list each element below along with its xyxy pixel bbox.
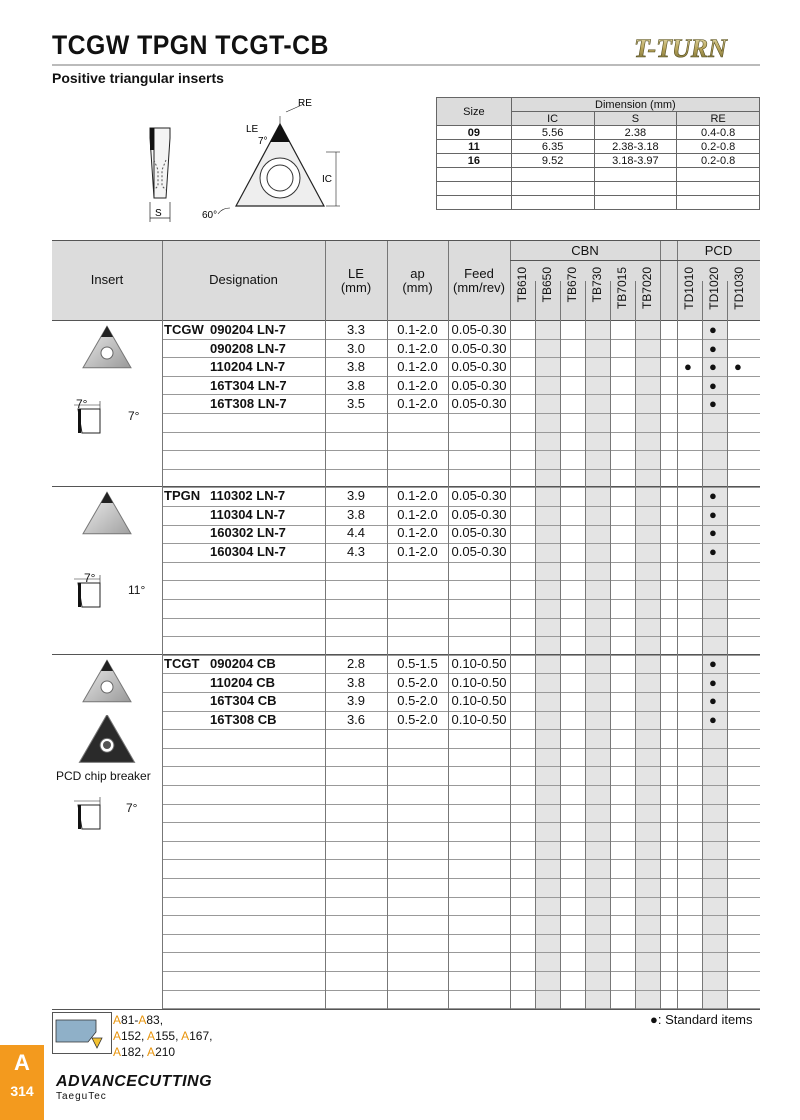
dim-row	[437, 154, 760, 168]
row-divider	[162, 469, 760, 470]
grade-group-line	[510, 260, 760, 261]
row-divider	[162, 562, 760, 563]
dim-re: 0.2-0.8	[677, 140, 760, 154]
header-grade-tb7015: TB7015	[615, 267, 629, 310]
series-tcgt: TCGT	[164, 656, 200, 671]
page-number: 314	[10, 1083, 34, 1099]
ap-value: 0.1-2.0	[397, 507, 438, 522]
column-line	[387, 241, 388, 1009]
reference-pages	[113, 1012, 212, 1060]
feed-value: 0.05-0.30	[451, 488, 507, 503]
grade-column-stripe	[635, 320, 660, 1009]
row-divider	[162, 841, 760, 842]
column-line	[510, 241, 511, 1009]
row-divider	[162, 822, 760, 823]
reference-prefix: A	[147, 1045, 156, 1059]
advance-cutting-logo: ADVANCECUTTING	[56, 1073, 213, 1090]
insert-photo-tcgw	[77, 325, 137, 373]
header-feed: Feed (mm/rev)	[453, 266, 505, 295]
dim-size: 16	[437, 154, 512, 168]
reference-prefix: A	[138, 1013, 147, 1027]
dim-s-label: S	[155, 208, 162, 219]
reference-prefix: A	[147, 1029, 156, 1043]
designation: 090208 LN-7	[210, 341, 286, 356]
clearance-angle-label: 11°	[128, 583, 146, 597]
relief-angle-sketch-tcgt	[70, 791, 160, 835]
reference-page[interactable]: 167,	[189, 1029, 213, 1043]
page-title: TCGW TPGN TCGT-CB	[52, 30, 329, 60]
designation: 160304 LN-7	[210, 544, 286, 559]
reference-prefix: A	[113, 1045, 122, 1059]
feed-value: 0.05-0.30	[451, 341, 507, 356]
relief-angle-label: 7°	[84, 571, 96, 585]
clearance-angle-label: 7°	[126, 801, 138, 815]
title-rule	[52, 64, 760, 66]
row-divider	[162, 785, 760, 786]
dim-60-label: 60°	[202, 210, 218, 221]
grade-column-line	[635, 281, 636, 1009]
designation: 110204 LN-7	[210, 359, 286, 374]
insert-side-view-diagram	[140, 120, 190, 230]
row-divider	[162, 618, 760, 619]
dim-col-re: RE	[677, 112, 760, 126]
designation: 110302 LN-7	[210, 488, 286, 503]
le-value: 3.3	[346, 322, 366, 337]
header-insert: Insert	[90, 272, 124, 287]
insert-photo-tcgt	[77, 659, 137, 707]
standard-item-dot: ●	[709, 525, 717, 540]
le-value: 3.8	[346, 378, 366, 393]
dimension-table	[436, 97, 760, 210]
row-divider	[162, 915, 760, 916]
row-divider	[162, 971, 760, 972]
row-divider	[162, 450, 760, 451]
header-grade-td1010: TD1010	[682, 267, 696, 310]
feed-value: 0.05-0.30	[451, 525, 507, 540]
le-value: 3.8	[346, 507, 366, 522]
dim-row-empty	[437, 196, 760, 210]
feed-value: 0.10-0.50	[451, 712, 507, 727]
standard-item-dot: ●	[709, 656, 717, 671]
designation: 16T304 CB	[210, 693, 277, 708]
grade-column-line	[535, 281, 536, 1009]
dim-size: 11	[437, 140, 512, 154]
row-divider	[162, 413, 760, 414]
holder-reference-icon	[52, 1012, 112, 1054]
standard-items-legend: ●: Standard items	[650, 1012, 753, 1027]
reference-page[interactable]: 152,	[121, 1029, 148, 1043]
dim-s: 2.38-3.18	[594, 140, 677, 154]
row-divider	[162, 729, 760, 730]
section-divider	[52, 654, 760, 655]
header-grade-tb610: TB610	[515, 267, 529, 303]
row-divider	[162, 394, 760, 395]
row-divider	[162, 859, 760, 860]
le-value: 2.8	[346, 656, 366, 671]
le-value: 3.5	[346, 396, 366, 411]
standard-item-dot: ●	[709, 396, 717, 411]
standard-item-dot: ●	[709, 359, 717, 374]
reference-page[interactable]: 155,	[155, 1029, 182, 1043]
svg-text:T-TURN: T-TURN	[634, 34, 727, 63]
reference-line	[113, 1028, 212, 1044]
header-ap: ap (mm)	[402, 266, 433, 295]
standard-item-dot: ●	[684, 359, 692, 374]
ap-value: 0.1-2.0	[397, 396, 438, 411]
le-value: 3.8	[346, 675, 366, 690]
pcd-chip-breaker-label: PCD chip breaker	[56, 769, 151, 783]
le-value: 3.9	[346, 488, 366, 503]
pcd-group-line	[677, 241, 678, 1009]
designation: 110204 CB	[210, 675, 276, 690]
grade-column-line	[610, 281, 611, 1009]
dim-row-empty	[437, 168, 760, 182]
clearance-angle-label: 7°	[128, 409, 140, 423]
dim-re: 0.4-0.8	[677, 126, 760, 140]
section-divider	[52, 486, 760, 487]
grade-column-stripe	[585, 320, 610, 1009]
header-grade-tb650: TB650	[540, 267, 554, 303]
row-divider	[162, 952, 760, 953]
section-letter: A	[14, 1050, 30, 1075]
insert-grade-table	[52, 240, 760, 1010]
header-cbn: CBN	[571, 243, 599, 258]
row-divider	[162, 339, 760, 340]
header-grade-td1020: TD1020	[707, 267, 721, 310]
header-grade-tb730: TB730	[590, 267, 604, 303]
standard-item-dot: ●	[709, 507, 717, 522]
dim-le-angle: 7°	[258, 136, 268, 147]
feed-value: 0.10-0.50	[451, 675, 507, 690]
standard-item-dot: ●	[709, 341, 717, 356]
dim-s: 2.38	[594, 126, 677, 140]
ap-value: 0.1-2.0	[397, 322, 438, 337]
reference-line	[113, 1044, 212, 1060]
row-divider	[162, 357, 760, 358]
column-line	[325, 241, 326, 1009]
dim-ic: 9.52	[511, 154, 594, 168]
reference-prefix: A	[113, 1029, 122, 1043]
ap-value: 0.1-2.0	[397, 378, 438, 393]
designation: 090204 CB	[210, 656, 276, 671]
grade-column-stripe	[535, 320, 560, 1009]
standard-item-dot: ●	[709, 675, 717, 690]
row-divider	[162, 673, 760, 674]
row-divider	[162, 990, 760, 991]
dim-le-label: LE	[246, 124, 259, 135]
designation: 16T308 CB	[210, 712, 277, 727]
ap-value: 0.5-2.0	[397, 693, 438, 708]
series-tcgw: TCGW	[164, 322, 204, 337]
designation: 16T308 LN-7	[210, 396, 287, 411]
row-divider	[162, 748, 760, 749]
reference-prefix: A	[113, 1013, 122, 1027]
header-le: LE (mm)	[340, 266, 372, 295]
ap-value: 0.1-2.0	[397, 525, 438, 540]
ap-value: 0.5-2.0	[397, 712, 438, 727]
series-tpgn: TPGN	[164, 488, 201, 503]
row-divider	[162, 432, 760, 433]
grade-column-line	[560, 281, 561, 1009]
dim-s: 3.18-3.97	[594, 154, 677, 168]
row-divider	[162, 636, 760, 637]
le-value: 3.9	[346, 693, 366, 708]
dim-row-empty	[437, 182, 760, 196]
feed-value: 0.05-0.30	[451, 322, 507, 337]
pcd-chip-breaker-photo	[77, 715, 137, 763]
relief-angle-label: 7°	[76, 397, 88, 411]
row-divider	[162, 766, 760, 767]
ap-value: 0.1-2.0	[397, 341, 438, 356]
dim-ic-label: IC	[322, 174, 332, 185]
ap-value: 0.1-2.0	[397, 359, 438, 374]
reference-page[interactable]: 182,	[121, 1045, 148, 1059]
standard-item-dot: ●	[709, 693, 717, 708]
header-grade-tb670: TB670	[565, 267, 579, 303]
standard-item-dot: ●	[709, 322, 717, 337]
header-grade-tb7020: TB7020	[640, 267, 654, 310]
reference-page[interactable]: 83,	[146, 1013, 164, 1027]
dim-row	[437, 126, 760, 140]
grade-column-line	[702, 281, 703, 1009]
grade-column-line	[585, 281, 586, 1009]
reference-page[interactable]: 210	[155, 1045, 176, 1059]
cbn-end-line	[660, 241, 661, 1009]
feed-value: 0.05-0.30	[451, 396, 507, 411]
section-tab	[0, 1045, 44, 1120]
standard-item-dot: ●	[734, 359, 742, 374]
feed-value: 0.05-0.30	[451, 544, 507, 559]
le-value: 3.8	[346, 359, 366, 374]
feed-value: 0.10-0.50	[451, 656, 507, 671]
dim-ic: 6.35	[511, 140, 594, 154]
row-divider	[162, 804, 760, 805]
dim-size-header: Size	[437, 98, 512, 126]
dim-size: 09	[437, 126, 512, 140]
standard-item-dot: ●	[709, 378, 717, 393]
row-divider	[162, 599, 760, 600]
feed-value: 0.05-0.30	[451, 359, 507, 374]
t-turn-logo	[630, 31, 760, 63]
header-pcd: PCD	[704, 243, 733, 258]
header-grade-td1030: TD1030	[732, 267, 746, 310]
row-divider	[162, 1008, 760, 1009]
dim-re-label: RE	[298, 98, 312, 109]
dim-re: 0.2-0.8	[677, 154, 760, 168]
grade-column-line	[727, 281, 728, 1009]
taegutec-logo-text: TaeguTec	[56, 1091, 107, 1102]
standard-item-dot: ●	[709, 712, 717, 727]
reference-page[interactable]: 81-	[121, 1013, 139, 1027]
insert-photo-tpgn	[77, 491, 137, 539]
designation: 16T304 LN-7	[210, 378, 287, 393]
ap-value: 0.1-2.0	[397, 544, 438, 559]
le-value: 4.3	[346, 544, 366, 559]
dim-row	[437, 140, 760, 154]
feed-value: 0.10-0.50	[451, 693, 507, 708]
dim-col-ic: IC	[511, 112, 594, 126]
page-subtitle: Positive triangular inserts	[52, 70, 224, 86]
ap-value: 0.1-2.0	[397, 488, 438, 503]
row-divider	[162, 376, 760, 377]
row-divider	[162, 897, 760, 898]
feed-value: 0.05-0.30	[451, 507, 507, 522]
row-divider	[162, 580, 760, 581]
le-value: 3.6	[346, 712, 366, 727]
reference-prefix: A	[181, 1029, 190, 1043]
insert-top-view-diagram	[200, 96, 350, 226]
reference-line	[113, 1012, 212, 1028]
column-line	[162, 241, 163, 1009]
column-line	[448, 241, 449, 1009]
dim-col-s: S	[594, 112, 677, 126]
designation: 160302 LN-7	[210, 525, 286, 540]
designation: 090204 LN-7	[210, 322, 286, 337]
dim-group-header: Dimension (mm)	[511, 98, 759, 112]
ap-value: 0.5-2.0	[397, 675, 438, 690]
ap-value: 0.5-1.5	[397, 656, 438, 671]
header-designation: Designation	[209, 272, 278, 287]
le-value: 4.4	[346, 525, 366, 540]
section-divider	[52, 320, 760, 321]
le-value: 3.0	[346, 341, 366, 356]
standard-item-dot: ●	[709, 544, 717, 559]
row-divider	[162, 878, 760, 879]
row-divider	[162, 934, 760, 935]
feed-value: 0.05-0.30	[451, 378, 507, 393]
dim-ic: 5.56	[511, 126, 594, 140]
standard-item-dot: ●	[709, 488, 717, 503]
designation: 110304 LN-7	[210, 507, 286, 522]
